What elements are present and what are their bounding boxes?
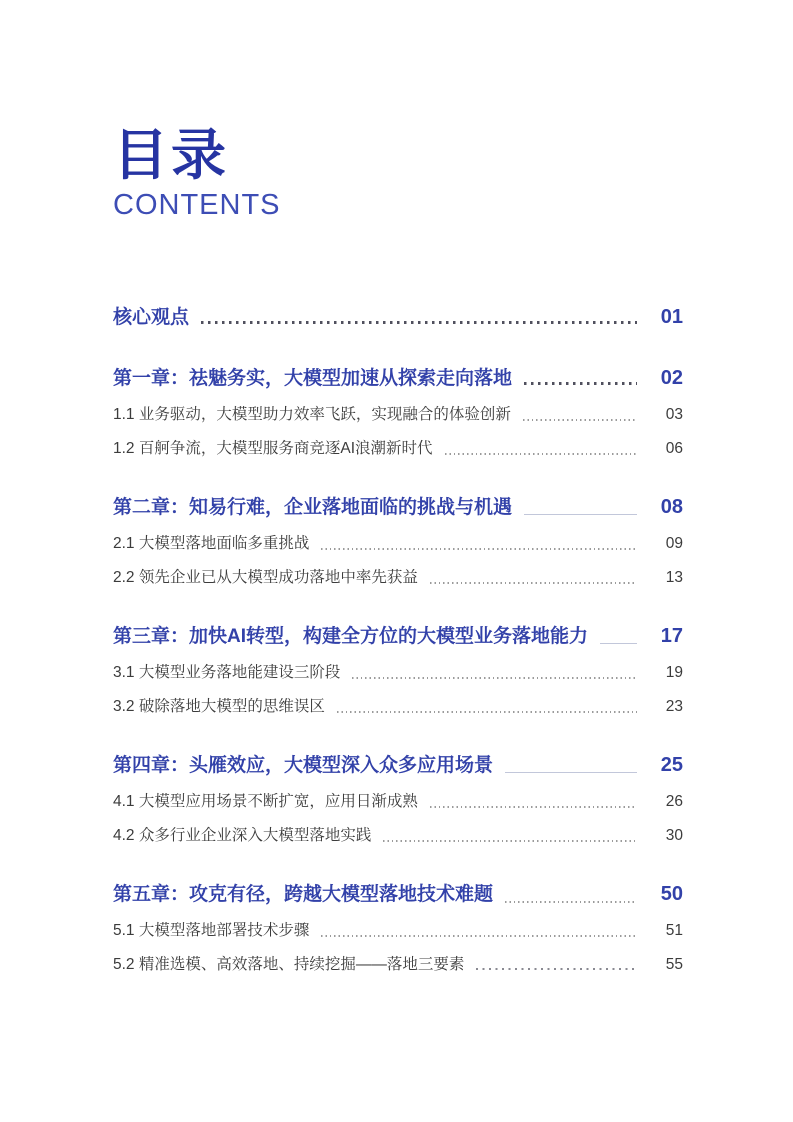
- toc-entry-chapter-1[interactable]: [113, 365, 683, 392]
- toc-entry-label: 4.2 众多行业企业深入大模型落地实践: [113, 827, 372, 844]
- leader-dots: [524, 382, 637, 385]
- toc-entry-core-views[interactable]: [113, 304, 683, 331]
- toc-entry-page: 06: [665, 440, 683, 457]
- toc-entry-5-1[interactable]: [113, 920, 683, 942]
- toc-entry-label: 第四章：头雁效应，大模型深入众多应用场景: [113, 755, 494, 776]
- toc-entry-label: 5.1 大模型落地部署技术步骤: [113, 922, 310, 939]
- leader-dots: [476, 968, 637, 971]
- toc-entry-page: 02: [660, 367, 683, 389]
- toc-entry-label: 1.1 业务驱动，大模型助力效率飞跃，实现融合的体验创新: [113, 406, 511, 423]
- toc-entry-page: 09: [665, 535, 683, 552]
- toc-entry-label: 1.2 百舸争流，大模型服务商竞逐AI浪潮新时代: [113, 440, 433, 457]
- toc-entry-label: 4.1 大模型应用场景不断扩宽，应用日渐成熟: [113, 793, 418, 810]
- page-subtitle: CONTENTS: [113, 189, 281, 221]
- toc-entry-page: 01: [660, 306, 683, 328]
- leader-dots: [337, 711, 637, 713]
- leader-dots: [321, 548, 637, 550]
- toc-entry-page: 55: [665, 956, 683, 973]
- toc-entry-label: 2.2 领先企业已从大模型成功落地中率先获益: [113, 569, 418, 586]
- toc-entry-page: 25: [660, 754, 683, 776]
- toc-entry-chapter-2[interactable]: [113, 494, 683, 521]
- page-title: 目录: [113, 124, 230, 186]
- leader-line: [505, 772, 637, 773]
- toc-entry-1-2[interactable]: [113, 438, 683, 460]
- toc-entry-page: 08: [660, 496, 683, 518]
- leader-dots: [383, 840, 637, 842]
- toc-entry-4-1[interactable]: [113, 791, 683, 813]
- toc-entry-4-2[interactable]: [113, 825, 683, 847]
- toc-entry-page: 51: [665, 922, 683, 939]
- toc-entry-label: 第二章：知易行难，企业落地面临的挑战与机遇: [113, 497, 513, 518]
- toc-entry-1-1[interactable]: [113, 404, 683, 426]
- toc-entry-label: 第三章：加快AI转型，构建全方位的大模型业务落地能力: [113, 626, 589, 647]
- toc-entry-page: 17: [660, 625, 683, 647]
- toc-entry-label: 第一章：祛魅务实，大模型加速从探索走向落地: [113, 368, 513, 389]
- leader-line: [524, 514, 637, 515]
- toc-entry-label: 核心观点: [113, 307, 190, 328]
- leader-dots: [445, 453, 638, 455]
- toc-entry-page: 30: [665, 827, 683, 844]
- toc-entry-page: 13: [665, 569, 683, 586]
- toc-entry-page: 23: [665, 698, 683, 715]
- table-of-contents: [113, 304, 683, 976]
- leader-dots: [505, 901, 637, 903]
- toc-entry-page: 26: [665, 793, 683, 810]
- toc-entry-page: 50: [660, 883, 683, 905]
- toc-entry-5-2[interactable]: [113, 954, 683, 976]
- toc-entry-chapter-4[interactable]: [113, 752, 683, 779]
- leader-dots: [352, 677, 637, 679]
- leader-dots: [430, 582, 637, 584]
- toc-entry-chapter-5[interactable]: [113, 881, 683, 908]
- toc-entry-label: 5.2 精准选模、高效落地、持续挖掘——落地三要素: [113, 956, 465, 973]
- toc-entry-label: 3.1 大模型业务落地能建设三阶段: [113, 664, 341, 681]
- toc-entry-label: 第五章：攻克有径，跨越大模型落地技术难题: [113, 884, 494, 905]
- leader-dots: [430, 806, 637, 808]
- toc-entry-chapter-3[interactable]: [113, 623, 683, 650]
- toc-entry-2-1[interactable]: [113, 533, 683, 555]
- toc-entry-page: 19: [665, 664, 683, 681]
- leader-dots: [523, 419, 637, 421]
- leader-dots: [321, 935, 637, 937]
- leader-dots: [201, 321, 637, 324]
- toc-entry-label: 3.2 破除落地大模型的思维误区: [113, 698, 325, 715]
- toc-entry-page: 03: [665, 406, 683, 423]
- toc-entry-3-1[interactable]: [113, 662, 683, 684]
- toc-entry-3-2[interactable]: [113, 696, 683, 718]
- leader-line: [600, 643, 637, 644]
- toc-entry-label: 2.1 大模型落地面临多重挑战: [113, 535, 310, 552]
- toc-entry-2-2[interactable]: [113, 567, 683, 589]
